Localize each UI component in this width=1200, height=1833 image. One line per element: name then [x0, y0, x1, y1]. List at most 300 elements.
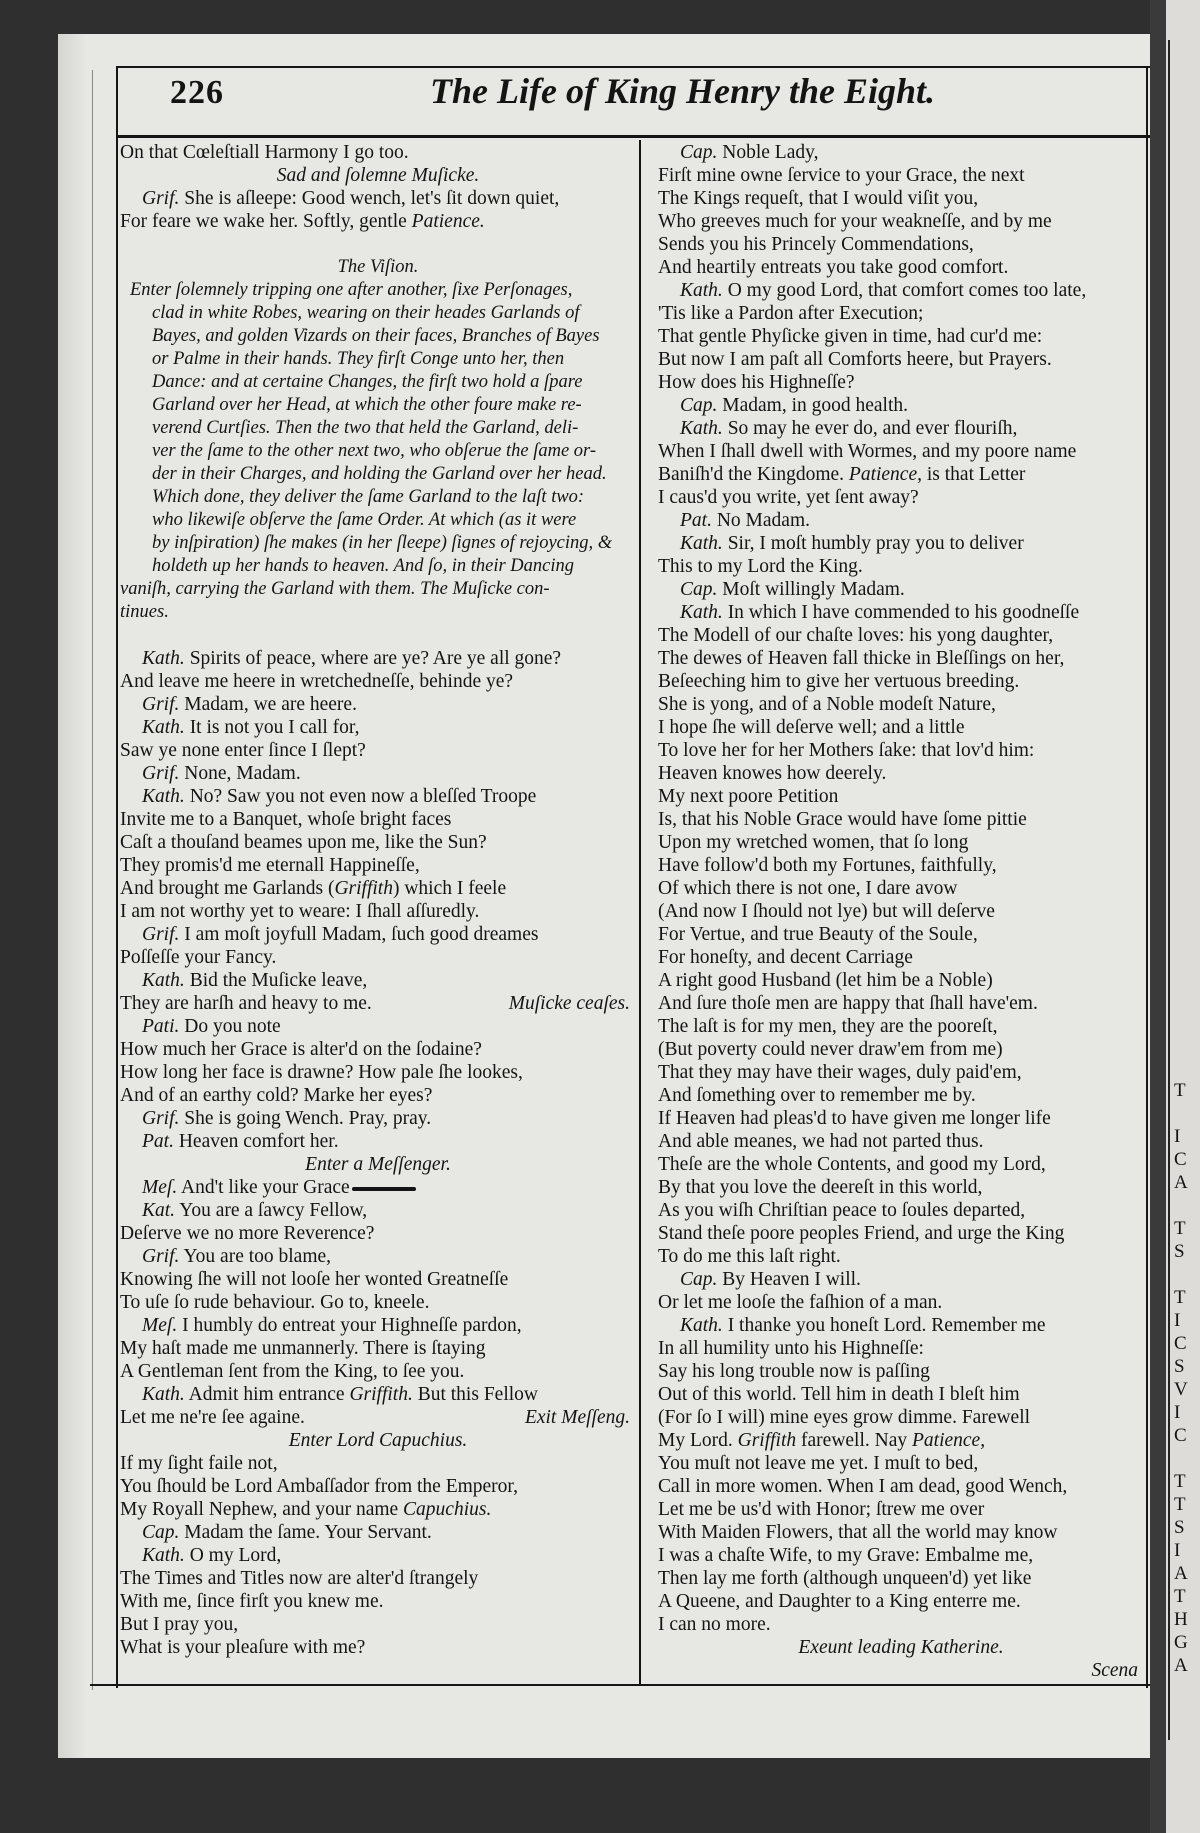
top-border-rule: [117, 66, 1150, 68]
left-border-rule: [116, 66, 118, 1688]
line-text: My Lord.: [658, 1430, 738, 1451]
speaker-name: Pati.: [142, 1016, 180, 1037]
verse-line: [658, 233, 1144, 256]
line-text: How long her face is drawne? How pale ſhe lookes,: [120, 1062, 523, 1083]
line-text: She is going Wench. Pray, pray.: [179, 1108, 432, 1129]
line-text: The Kings requeſt, that I would viſit you,: [658, 188, 979, 209]
verse-line: [658, 647, 1144, 670]
page-edge-shadow: [58, 34, 86, 1758]
line-text: In which I have commended to his goodneſſe: [722, 602, 1080, 623]
line-text: Madam, we are heere.: [179, 694, 357, 715]
speech-line: [120, 693, 636, 716]
line-text: A Queene, and Daughter to a King enterre me.: [658, 1591, 1021, 1612]
speech-line: [120, 1245, 636, 1268]
line-text: Upon my wretched women, that ſo long: [658, 832, 969, 853]
line-text: (And now I ſhould not lye) but will deſerve: [658, 901, 995, 922]
stage-direction: [120, 256, 636, 279]
verse-line: [658, 923, 1144, 946]
line-text: Let me ne're ſee againe.: [120, 1407, 305, 1428]
verse-line: [658, 1521, 1144, 1544]
vision-stage-direction: [120, 601, 636, 624]
speaker-name: Pat.: [680, 510, 712, 531]
neighbor-page-letter: C: [1174, 1425, 1187, 1446]
line-text: Or let me looſe the faſhion of a man.: [658, 1292, 943, 1313]
speaker-name: Meſ.: [142, 1315, 178, 1336]
speech-line: [120, 1521, 636, 1544]
line-text: or Palme in their hands. They firſt Conge unto her, then: [152, 349, 565, 369]
line-text: My Royall Nephew, and your name: [120, 1499, 404, 1520]
neighbor-page-letter: I: [1174, 1126, 1181, 1147]
line-text: verend Curtſies. Then the two that held the Garland, deli-: [152, 418, 579, 438]
line-text: I hope ſhe will deſerve well; and a little: [658, 717, 965, 738]
line-text: Exeunt leading Katherine.: [798, 1637, 1004, 1658]
speech-line: [120, 1314, 636, 1337]
running-title: The Life of King Henry the Eight.: [430, 71, 936, 111]
speaker-name: Kath.: [680, 533, 723, 554]
line-text: O my Lord,: [184, 1545, 282, 1566]
line-text: They promis'd me eternall Happineſſe,: [120, 855, 420, 876]
verse-line: [658, 325, 1144, 348]
verse-line: [658, 992, 1144, 1015]
line-text: vaniſh, carrying the Garland with them. The Muſicke con-: [120, 579, 550, 599]
italic-name: Griffith: [334, 878, 393, 899]
verse-line: [658, 716, 1144, 739]
speech-line: [120, 923, 636, 946]
line-text: Sends you his Princely Commendations,: [658, 234, 974, 255]
verse-line: [658, 1429, 1144, 1452]
stage-direction: [120, 164, 636, 187]
verse-line: [120, 1636, 636, 1659]
line-text: But now I am paſt all Comforts heere, but Prayers.: [658, 349, 1052, 370]
line-text: Then lay me forth (although unqueen'd) yet like: [658, 1568, 1032, 1589]
neighbor-page-letter: V: [1174, 1379, 1188, 1400]
line-text: She is aſleepe: Good wench, let's ſit down quiet,: [179, 188, 560, 209]
verse-line: [658, 486, 1144, 509]
line-text: 'Tis like a Pardon after Execution;: [658, 303, 924, 324]
line-text: der in their Charges, and holding the Garland over her head.: [152, 464, 607, 484]
verse-line: [120, 946, 636, 969]
line-text: None, Madam.: [179, 763, 301, 784]
vision-stage-direction: [120, 578, 636, 601]
speaker-name: Kath.: [680, 1315, 723, 1336]
line-text: Garland over her Head, at which the other foure make re-: [152, 395, 582, 415]
verse-line: [658, 1153, 1144, 1176]
line-text: I humbly do entreat your Highneſſe pardon,: [177, 1315, 522, 1336]
line-text: Poſſeſſe your Fancy.: [120, 947, 277, 968]
verse-line: [658, 877, 1144, 900]
line-text: For Vertue, and true Beauty of the Soule,: [658, 924, 978, 945]
verse-line: [120, 900, 636, 923]
line-text: by inſpiration) ſhe makes (in her ſleepe) ſignes of rejoycing, &: [152, 533, 613, 553]
italic-name: Griffith: [737, 1430, 797, 1451]
speaker-name: Kath.: [680, 602, 723, 623]
speech-line: [120, 1383, 636, 1406]
line-text: Deſerve we no more Reverence?: [120, 1223, 375, 1244]
speaker-name: Grif.: [142, 924, 180, 945]
verse-line: [658, 1452, 1144, 1475]
speech-line: [658, 1268, 1144, 1291]
stage-direction: Exit Meſſeng.: [524, 1407, 630, 1428]
speech-line: [120, 1544, 636, 1567]
line-text: Of which there is not one, I dare avow: [658, 878, 958, 899]
line-text: You are a ſawcy Fellow,: [175, 1200, 368, 1221]
line-text: Sir, I moſt humbly pray you to deliver: [722, 533, 1024, 554]
verse-line: [658, 785, 1144, 808]
stage-direction: [120, 1153, 636, 1176]
speaker-name: Kath.: [142, 1545, 185, 1566]
line-text: Saw ye none enter ſince I ſlept?: [120, 740, 366, 761]
verse-line: [658, 1291, 1144, 1314]
line-text: holdeth up her hands to heaven. And ſo, in their Dancing: [152, 556, 575, 576]
line-text: I am moſt joyfull Madam, ſuch good dreames: [179, 924, 539, 945]
line-text: The dewes of Heaven fall thicke in Bleſſings on her,: [658, 648, 1065, 669]
line-text: Madam the ſame. Your Servant.: [179, 1522, 432, 1543]
line-text: You muſt not leave me yet. I muſt to bed,: [658, 1453, 979, 1474]
verse-line: [120, 1360, 636, 1383]
italic-name: Patience,: [912, 1430, 986, 1451]
line-text: Baniſh'd the Kingdome.: [658, 464, 849, 485]
verse-line: [120, 1475, 636, 1498]
speaker-name: Grif.: [142, 1108, 180, 1129]
verse-line: [658, 371, 1144, 394]
line-text: That gentle Phyſicke given in time, had cur'd me:: [658, 326, 1043, 347]
speech-line: [120, 716, 636, 739]
line-text: The Modell of our chaſte loves: his yong daughter,: [658, 625, 1054, 646]
verse-line: [120, 1038, 636, 1061]
neighbor-page-letter: T: [1174, 1586, 1186, 1607]
speaker-name: Pat.: [142, 1131, 174, 1152]
verse-line: [658, 555, 1144, 578]
line-text: If my ſight faile not,: [120, 1453, 278, 1474]
neighbor-page-letter: S: [1174, 1356, 1185, 1377]
line-text: Scena: [1091, 1660, 1138, 1681]
speaker-name: Kath.: [142, 970, 185, 991]
verse-line: [658, 739, 1144, 762]
line-text: Who greeves much for your weakneſſe, and by me: [658, 211, 1052, 232]
line-text: With Maiden Flowers, that all the world may know: [658, 1522, 1058, 1543]
vision-stage-direction: [120, 394, 636, 417]
verse-line: [658, 1107, 1144, 1130]
speaker-name: Grif.: [142, 763, 180, 784]
line-text: ) which I feele: [392, 878, 507, 899]
speaker-name: Grif.: [142, 1246, 180, 1267]
speaker-name: Grif.: [142, 694, 180, 715]
verse-line: [120, 854, 636, 877]
speech-line: [120, 187, 636, 210]
verse-line: [120, 141, 636, 164]
verse-line: [658, 1567, 1144, 1590]
line-text: Enter Lord Capuchius.: [288, 1430, 468, 1451]
verse-line: [120, 1291, 636, 1314]
neighbor-page-letter: H: [1174, 1609, 1188, 1630]
line-text: You are too blame,: [179, 1246, 332, 1267]
verse-line: [658, 1590, 1144, 1613]
verse-line: [120, 808, 636, 831]
line-text: Do you note: [179, 1016, 281, 1037]
speaker-name: Kat.: [142, 1200, 176, 1221]
line-text: I thanke you honeſt Lord. Remember me: [722, 1315, 1046, 1336]
speech-line: [120, 647, 636, 670]
line-text: And't like your Grace: [177, 1177, 350, 1198]
line-text: This to my Lord the King.: [658, 556, 863, 577]
neighbor-page-letter: T: [1174, 1287, 1186, 1308]
speaker-name: Kath.: [680, 280, 723, 301]
line-text: With me, ſince firſt you knew me.: [120, 1591, 384, 1612]
speech-line: [120, 762, 636, 785]
line-text: If Heaven had pleas'd to have given me longer life: [658, 1108, 1051, 1129]
neighbor-page-rule: [1168, 40, 1170, 1740]
line-text: For honeſty, and decent Carriage: [658, 947, 913, 968]
line-text: Bid the Muſicke leave,: [184, 970, 368, 991]
line-text: So may he ever do, and ever flouriſh,: [722, 418, 1018, 439]
line-text: To do me this laſt right.: [658, 1246, 841, 1267]
speaker-name: Cap.: [142, 1522, 180, 1543]
verse-line: [120, 1268, 636, 1291]
line-text: No? Saw you not even now a bleſſed Troope: [184, 786, 537, 807]
verse-line: [658, 210, 1144, 233]
line-text: Bayes, and golden Vizards on their faces, Branches of Bayes: [152, 326, 600, 346]
page-gutter: [1150, 0, 1166, 1833]
verse-line: [658, 808, 1144, 831]
line-text: Caſt a thouſand beames upon me, like the Sun?: [120, 832, 487, 853]
line-text: On that Cœleſtiall Harmony I go too.: [120, 142, 409, 163]
speech-line: [658, 279, 1144, 302]
line-text: Invite me to a Banquet, whoſe bright faces: [120, 809, 452, 830]
neighbor-page-letter: S: [1174, 1241, 1185, 1262]
line-text: And able meanes, we had not parted thus.: [658, 1131, 984, 1152]
line-text: By Heaven I will.: [717, 1269, 861, 1290]
stage-direction: [658, 1636, 1144, 1659]
speaker-name: Kath.: [142, 786, 185, 807]
verse-line: [658, 440, 1144, 463]
verse-line: [658, 831, 1144, 854]
line-text: They are harſh and heavy to me.: [120, 993, 372, 1014]
verse-line: [658, 348, 1144, 371]
line-text: My haſt made me unmannerly. There is ſtaying: [120, 1338, 486, 1359]
neighbor-page-letter: A: [1174, 1655, 1188, 1676]
speech-line: [120, 969, 636, 992]
header-rule: [117, 135, 1150, 138]
line-text: That they may have their wages, duly paid'em,: [658, 1062, 1022, 1083]
speaker-name: Grif.: [142, 188, 180, 209]
speaker-name: Meſ.: [142, 1177, 178, 1198]
line-text: Firſt mine owne ſervice to your Grace, the next: [658, 165, 1025, 186]
line-text: I am not worthy yet to weare: I ſhall aſſuredly.: [120, 901, 480, 922]
speaker-name: Kath.: [680, 418, 723, 439]
speaker-name: Cap.: [680, 1269, 718, 1290]
verse-line: [120, 1222, 636, 1245]
vision-stage-direction: [120, 279, 636, 302]
verse-line: [658, 1084, 1144, 1107]
line-text: The laſt is for my men, they are the pooreſt,: [658, 1016, 998, 1037]
neighbor-page-letter: S: [1174, 1517, 1185, 1538]
line-text: You ſhould be Lord Ambaſſador from the Emperor,: [120, 1476, 519, 1497]
line-text: Noble Lady,: [717, 142, 819, 163]
stage-direction: Muſicke ceaſes.: [508, 993, 630, 1014]
line-text: Heaven knowes how deerely.: [658, 763, 887, 784]
vision-stage-direction: [120, 555, 636, 578]
neighbor-page-edge: [1166, 0, 1200, 1833]
verse-line: [658, 969, 1144, 992]
line-text: In all humility unto his Highneſſe:: [658, 1338, 924, 1359]
line-text: For feare we wake her. Softly, gentle: [120, 211, 412, 232]
line-text: I was a chaſte Wife, to my Grave: Embalme me,: [658, 1545, 1034, 1566]
stage-direction: [120, 1429, 636, 1452]
verse-line: [120, 831, 636, 854]
line-text: And brought me Garlands (: [120, 878, 335, 899]
blank-line: [120, 624, 636, 647]
verse-line: [120, 1498, 636, 1521]
vision-stage-direction: [120, 348, 636, 371]
verse-line: [658, 1406, 1144, 1429]
verse-line: [658, 1245, 1144, 1268]
vision-stage-direction: [120, 532, 636, 555]
verse-line: [658, 1222, 1144, 1245]
line-text: Say his long trouble now is paſſing: [658, 1361, 930, 1382]
speech-line: [658, 1314, 1144, 1337]
stage-direction: [658, 1659, 1144, 1682]
interruption-dash: [352, 1187, 416, 1191]
italic-name: Capuchius.: [403, 1499, 492, 1520]
verse-line: [658, 854, 1144, 877]
line-text: clad in white Robes, wearing on their heades Garlands of: [152, 303, 580, 323]
speech-line: [658, 601, 1144, 624]
verse-line: [120, 1084, 636, 1107]
neighbor-page-letter: I: [1174, 1540, 1181, 1561]
verse-line: [120, 670, 636, 693]
neighbor-page-letter: T: [1174, 1080, 1186, 1101]
line-text: As you wiſh Chriſtian peace to ſoules departed,: [658, 1200, 1026, 1221]
line-text: Admit him entrance: [184, 1384, 350, 1405]
verse-line: [120, 1567, 636, 1590]
line-text: Enter a Meſſenger.: [305, 1154, 451, 1175]
line-text: Madam, in good health.: [717, 395, 909, 416]
verse-line: [658, 624, 1144, 647]
speaker-name: Kath.: [142, 1384, 185, 1405]
page-number: 226: [170, 74, 224, 111]
line-text: The Times and Titles now are alter'd ſtrangely: [120, 1568, 479, 1589]
verse-line: [658, 302, 1144, 325]
verse-line: [658, 1613, 1144, 1636]
line-text: No Madam.: [711, 510, 810, 531]
verse-line: [120, 1337, 636, 1360]
vision-stage-direction: [120, 417, 636, 440]
line-text: And leave me heere in wretchedneſſe, behinde ye?: [120, 671, 514, 692]
line-text: farewell. Nay: [796, 1430, 912, 1451]
line-text: Moſt willingly Madam.: [717, 579, 905, 600]
line-text: who likewiſe obſerve the ſame Order. At which (as it were: [152, 510, 577, 530]
vision-stage-direction: [120, 486, 636, 509]
line-text: To uſe ſo rude behaviour. Go to, kneele.: [120, 1292, 430, 1313]
line-text: When I ſhall dwell with Wormes, and my poore name: [658, 441, 1077, 462]
line-text: And heartily entreats you take good comfort.: [658, 257, 1009, 278]
line-text: By that you love the deereſt in this world,: [658, 1177, 983, 1198]
line-text: Spirits of peace, where are ye? Are ye all gone?: [184, 648, 562, 669]
verse-line: [658, 1061, 1144, 1084]
speech-line: [658, 578, 1144, 601]
speech-line: [120, 785, 636, 808]
line-text: Theſe are the whole Contents, and good my Lord,: [658, 1154, 1046, 1175]
line-text: Call in more women. When I am dead, good Wench,: [658, 1476, 1068, 1497]
verse-line: [120, 1452, 636, 1475]
verse-line: [120, 210, 636, 233]
vision-stage-direction: [120, 440, 636, 463]
line-text: My next poore Petition: [658, 786, 839, 807]
verse-line: [120, 1061, 636, 1084]
italic-name: Griffith.: [349, 1384, 413, 1405]
line-text: Which done, they deliver the ſame Garland to the laſt two:: [152, 487, 585, 507]
line-text: Is, that his Noble Grace would have ſome pittie: [658, 809, 1027, 830]
right-border-rule: [1146, 66, 1148, 1688]
line-text: Knowing ſhe will not looſe her wonted Greatneſſe: [120, 1269, 509, 1290]
line-text: is that Letter: [922, 464, 1026, 485]
line-text: And of an earthy cold? Marke her eyes?: [120, 1085, 433, 1106]
verse-line: [658, 1383, 1144, 1406]
speech-line: [120, 1107, 636, 1130]
line-text: Enter ſolemnely tripping one after another, ſixe Perſonages,: [130, 280, 573, 300]
vision-stage-direction: [120, 302, 636, 325]
vision-stage-direction: [120, 325, 636, 348]
line-text: I caus'd you write, yet ſent away?: [658, 487, 919, 508]
vision-stage-direction: [120, 509, 636, 532]
line-text: Beſeeching him to give her vertuous breeding.: [658, 671, 1020, 692]
speech-line: [120, 1130, 636, 1153]
line-text: Out of this world. Tell him in death I bleſt him: [658, 1384, 1020, 1405]
line-text: Heaven comfort her.: [173, 1131, 339, 1152]
line-text: How does his Highneſſe?: [658, 372, 855, 393]
verse-line: [658, 256, 1144, 279]
neighbor-page-letter: A: [1174, 1172, 1188, 1193]
line-text: And ſomething over to remember me by.: [658, 1085, 976, 1106]
italic-name: Patience.: [411, 211, 485, 232]
verse-line: [120, 877, 636, 900]
line-text: But I pray you,: [120, 1614, 239, 1635]
column-divider: [639, 140, 641, 1685]
vision-stage-direction: [120, 371, 636, 394]
line-text: And ſure thoſe men are happy that ſhall have'em.: [658, 993, 1038, 1014]
verse-line: [658, 1176, 1144, 1199]
verse-line: [658, 1038, 1144, 1061]
speech-line: [120, 1015, 636, 1038]
verse-line: [658, 1015, 1144, 1038]
verse-line: [658, 463, 1144, 486]
verse-line: [658, 946, 1144, 969]
neighbor-page-letter: A: [1174, 1563, 1188, 1584]
neighbor-page-letter: I: [1174, 1310, 1181, 1331]
verse-line: [658, 1360, 1144, 1383]
neighbor-page-letter: I: [1174, 1402, 1181, 1423]
speech-line: [658, 417, 1144, 440]
verse-line: [658, 187, 1144, 210]
line-text: I can no more.: [658, 1614, 771, 1635]
verse-line: [658, 1130, 1144, 1153]
verse-line: [658, 1199, 1144, 1222]
verse-line: [120, 1613, 636, 1636]
speech-line: [658, 532, 1144, 555]
bottom-border-rule: [90, 1684, 1150, 1686]
verse-line: [658, 164, 1144, 187]
line-text: tinues.: [120, 602, 169, 622]
vision-stage-direction: [120, 463, 636, 486]
verse-line: [658, 1498, 1144, 1521]
line-text: Dance: and at certaine Changes, the firſt two hold a ſpare: [152, 372, 583, 392]
neighbor-page-letter: G: [1174, 1632, 1188, 1653]
neighbor-page-letter: T: [1174, 1494, 1186, 1515]
speaker-name: Kath.: [142, 717, 185, 738]
verse-line: [120, 739, 636, 762]
verse-line: [120, 1406, 636, 1429]
speaker-name: Cap.: [680, 395, 718, 416]
